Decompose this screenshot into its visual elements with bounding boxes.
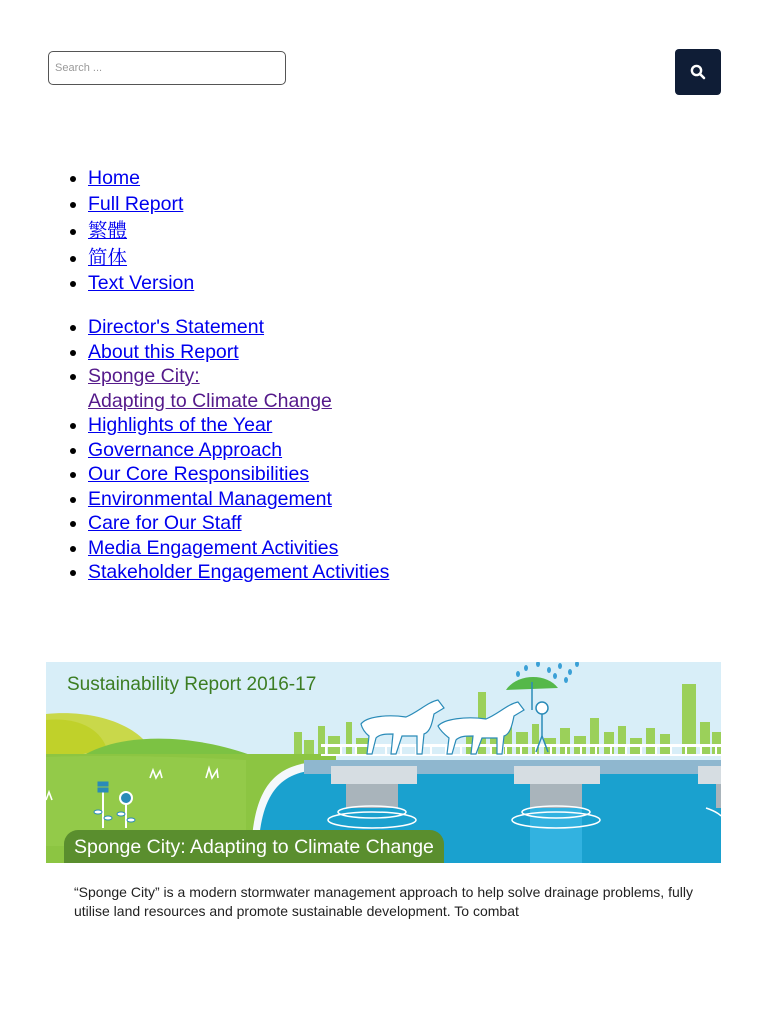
banner-caption: Sponge City: Adapting to Climate Change: [64, 830, 444, 863]
search-icon: [690, 64, 706, 80]
toc-link-environmental-management[interactable]: Environmental Management: [88, 487, 332, 510]
nav-link-full-report[interactable]: Full Report: [88, 192, 184, 215]
toc-link-highlights[interactable]: Highlights of the Year: [88, 414, 273, 436]
toc-link-governance[interactable]: Governance Approach: [88, 438, 283, 461]
nav-link-traditional-chinese[interactable]: 繁體: [88, 220, 128, 242]
toc-link-sponge-city-line2: Adapting to Climate Change: [88, 389, 332, 412]
nav-item-simplified-chinese: [88, 244, 194, 271]
nav-item-text-version: [88, 271, 194, 297]
sponge-city-banner: [46, 662, 721, 863]
report-contents-navigation: [0, 315, 389, 585]
toc-link-stakeholder-engagement[interactable]: Stakeholder Engagement Activities: [88, 561, 390, 583]
toc-item-care-for-staff: [88, 511, 389, 536]
toc-item-sponge-city: [88, 364, 389, 413]
toc-link-care-for-staff[interactable]: Care for Our Staff: [88, 512, 242, 534]
toc-item-highlights: [88, 413, 389, 438]
toc-item-stakeholder-engagement: [88, 560, 389, 585]
toc-item-media-engagement: [88, 536, 389, 561]
banner-title: Sustainability Report 2016-17: [67, 674, 317, 695]
nav-item-full-report: [88, 192, 194, 218]
top-navigation: [0, 166, 194, 297]
toc-link-sponge-city-line1: Sponge City:: [88, 365, 200, 387]
search-button[interactable]: [675, 49, 721, 95]
toc-item-environmental-management: [88, 487, 389, 512]
toc-item-directors-statement: [88, 315, 389, 340]
nav-item-traditional-chinese: [88, 217, 194, 244]
toc-item-core-responsibilities: [88, 462, 389, 487]
nav-link-simplified-chinese[interactable]: 简体: [88, 247, 128, 269]
intro-paragraph: “Sponge City” is a modern stormwater management approach to help solve drainage problems, fully utilise land resources and promote sustainable development. To combat: [74, 884, 693, 919]
toc-item-about-report: [88, 340, 389, 365]
toc-link-sponge-city[interactable]: [88, 365, 332, 412]
search-input[interactable]: [48, 51, 286, 85]
toc-link-media-engagement[interactable]: Media Engagement Activities: [88, 536, 339, 559]
nav-item-home: [88, 166, 194, 192]
nav-link-home[interactable]: Home: [88, 167, 141, 189]
toc-link-about-report[interactable]: About this Report: [88, 340, 239, 363]
toc-link-directors-statement[interactable]: Director's Statement: [88, 316, 265, 338]
nav-link-text-version[interactable]: Text Version: [88, 272, 195, 294]
toc-link-core-responsibilities[interactable]: Our Core Responsibilities: [88, 463, 310, 485]
toc-item-governance: [88, 438, 389, 463]
